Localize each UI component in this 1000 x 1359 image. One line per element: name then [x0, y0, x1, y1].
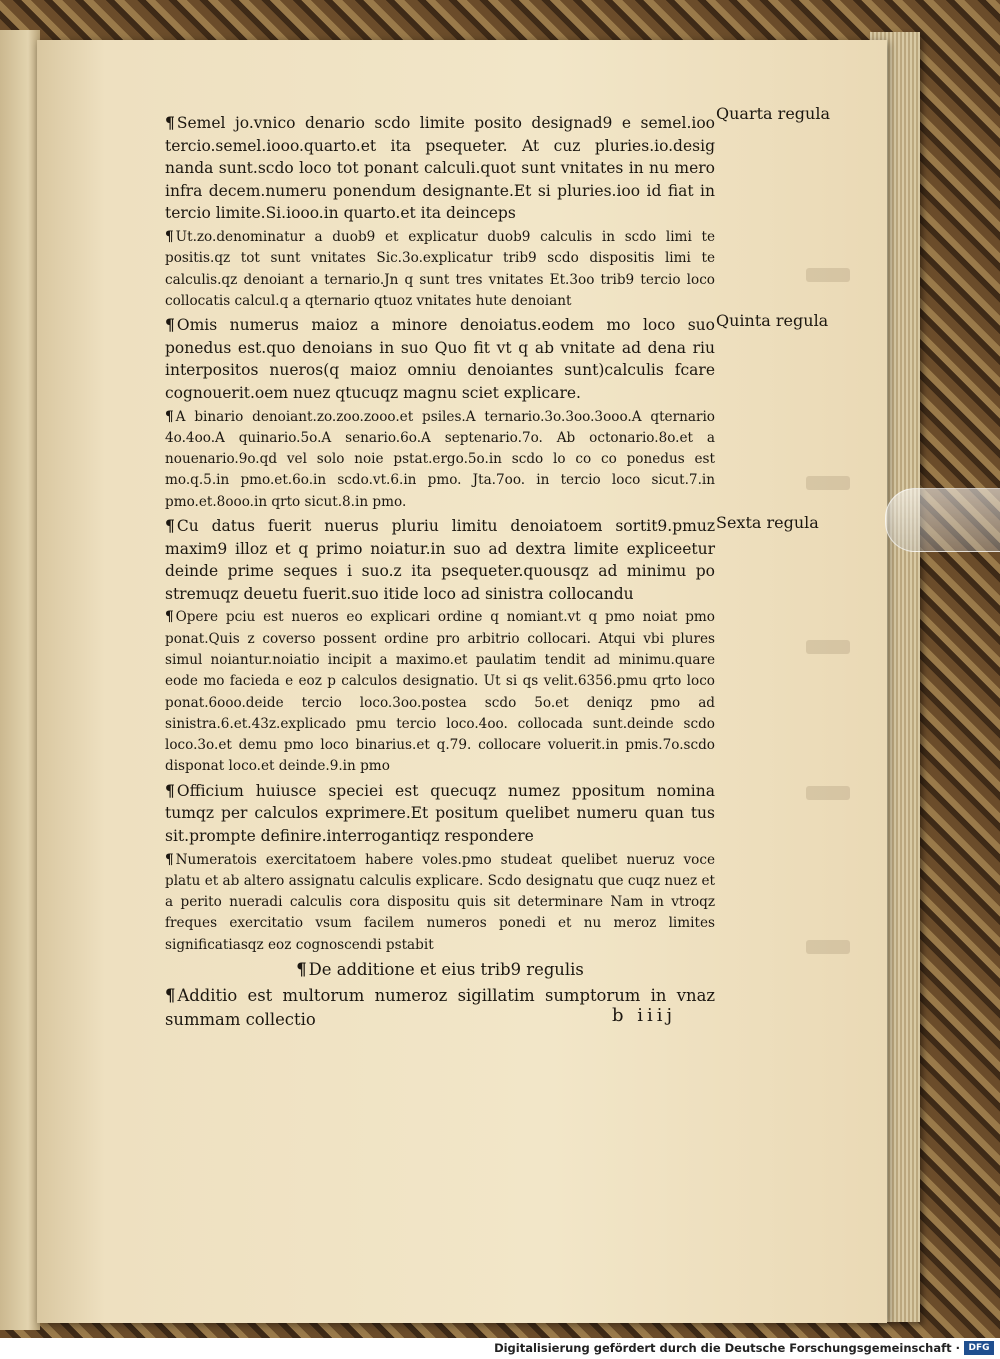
- signature-mark: b iiij: [612, 1005, 677, 1026]
- pilcrow-icon: ¶: [165, 609, 174, 626]
- paragraph-9: ¶ Additio est multorum numeroz sigillatim sumptorum in vnaz summam collectio: [165, 986, 715, 1030]
- pilcrow-icon: ¶: [165, 408, 174, 425]
- margin-note-quarta: Quarta regula: [716, 104, 830, 123]
- dfg-logo-icon: DFG: [964, 1341, 994, 1355]
- pilcrow-icon: ¶: [165, 113, 175, 132]
- paragraph-1: ¶ Semel jo.vnico denario scdo limite posito designad9 e semel.ioo tercio.semel.iooo.quarto.et ita psequeter. At cuz pluries.io.desig nanda sunt.scdo loco tot ponant calculi.quot sunt vnitates in nu mero infra decem.numeru ponendum designante.Et si pluries.ioo id fiat in tercio limite.Si.iooo.in quarto.et ita deinceps: [165, 113, 715, 223]
- pilcrow-icon: ¶: [165, 986, 176, 1006]
- faded-margin-note: [806, 786, 850, 800]
- page-text: [165, 112, 715, 1034]
- paragraph-2: ¶ Ut.zo.denominatur a duob9 et explicatur duob9 calculis in scdo limi te positis.qz tot sunt vnitates Sic.3o.explicatur trib9 scdo dispositis limi te calculis.qz denoiant a ternario.Jn q sunt tres vnitates Et.3oo trib9 tercio loco collocatis calcul.q a qternario qtuoz vnitates hute denoiant: [165, 228, 715, 309]
- footer-bar: [0, 1338, 1000, 1359]
- pilcrow-icon: ¶: [165, 315, 175, 335]
- margin-note-sexta: Sexta regula: [716, 513, 819, 532]
- paragraph-4: ¶ A binario denoiant.zo.zoo.zooo.et psiles.A ternario.3o.3oo.3ooo.A qternario 4o.4oo.A quinario.5o.A senario.6o.A septenario.7o. Ab octonario.8o.et a nouenario.9o.qd vel solo noie pstat.ergo.5o.in scdo lo co co ponedus est mo.q.5.in pmo.et.6o.in scdo.vt.6.in pmo. Jta.7oo. in tercio loco sicut.7.in pmo.et.8ooo.in qrto sicut.8.in pmo.: [165, 408, 715, 510]
- inner-cover: [0, 30, 40, 1330]
- page-holder-clip: [885, 488, 1000, 552]
- faded-margin-note: [806, 268, 850, 282]
- faded-margin-note: [806, 640, 850, 654]
- footer-credit: Digitalisierung gefördert durch die Deutsche Forschungsgemeinschaft ·: [494, 1341, 960, 1355]
- pilcrow-icon: ¶: [165, 851, 174, 868]
- pilcrow-icon: ¶: [165, 780, 175, 800]
- paragraph-6: ¶ Opere pciu est nueros eo explicari ordine q nomiant.vt q pmo noiat pmo ponat.Quis z coverso possent ordine pro arbitrio collocari. Atqui vbi plures simul noiantur.noiatio incipit a maximo.et paulatim tendit ad minimu.quare eode mo facieda e eoz p calculos designatio. Ut si qs velit.6356.pmu qrto loco ponat.6ooo.deide tercio loco.3oo.postea scdo 5o.et deniqz pmo ad sinistra.6.et.43z.explicado pmu tercio loco.4oo. collocada sunt.deinde scdo loco.3o.et demu pmo loco binarius.et q.79. collocare voluerit.in pmis.7o.scdo disponat loco.et deinde.9.in pmo: [165, 609, 715, 775]
- section-heading: ¶ De additione et eius trib9 regulis: [296, 960, 584, 980]
- faded-margin-note: [806, 476, 850, 490]
- paragraph-8: ¶ Numeratois exercitatoem habere voles.pmo studeat quelibet nueruz voce platu et ab altero assignatu calculis explicare. Scdo designatu que cuqz nuez et a perito nueradi calculis cora dispositu quis sit determinare Nam in vtroqz freques exercitatio vsum facilem numeros ponedi et nu meroz limites significatiasqz eoz cognoscendi pstabit: [165, 851, 715, 953]
- paragraph-7: ¶ Officium huiusce speciei est quecuqz numez ppositum nomina tumqz per calculos exprimere.Et positum quelibet numeru quan tus sit.prompte definire.interrogantiqz respondere: [165, 780, 715, 845]
- paragraph-5: ¶ Cu datus fuerit nuerus pluriu limitu denoiatoem sortit9.pmuz maxim9 illoz et q primo noiatur.in suo ad dextra limite expliceetur deinde prime seques i suo.z ita psequeter.quousqz ad minimu po stremuqz deuetu fuerit.suo itide loco ad sinistra collocandu: [165, 516, 715, 603]
- faded-margin-note: [806, 940, 850, 954]
- margin-note-quinta: Quinta regula: [716, 311, 829, 330]
- pilcrow-icon: ¶: [296, 960, 307, 980]
- pilcrow-icon: ¶: [165, 228, 174, 245]
- paragraph-3: ¶ Omis numerus maioz a minore denoiatus.eodem mo loco suo ponedus est.quo denoians in suo Quo fit vt q ab vnitate ad dena riu interpositos nueros(q maioz omniu denoiantes sunt)calculis fcare cognouerit.oem nuez qtucuqz magnu sciet explicare.: [165, 315, 715, 402]
- pilcrow-icon: ¶: [165, 516, 175, 536]
